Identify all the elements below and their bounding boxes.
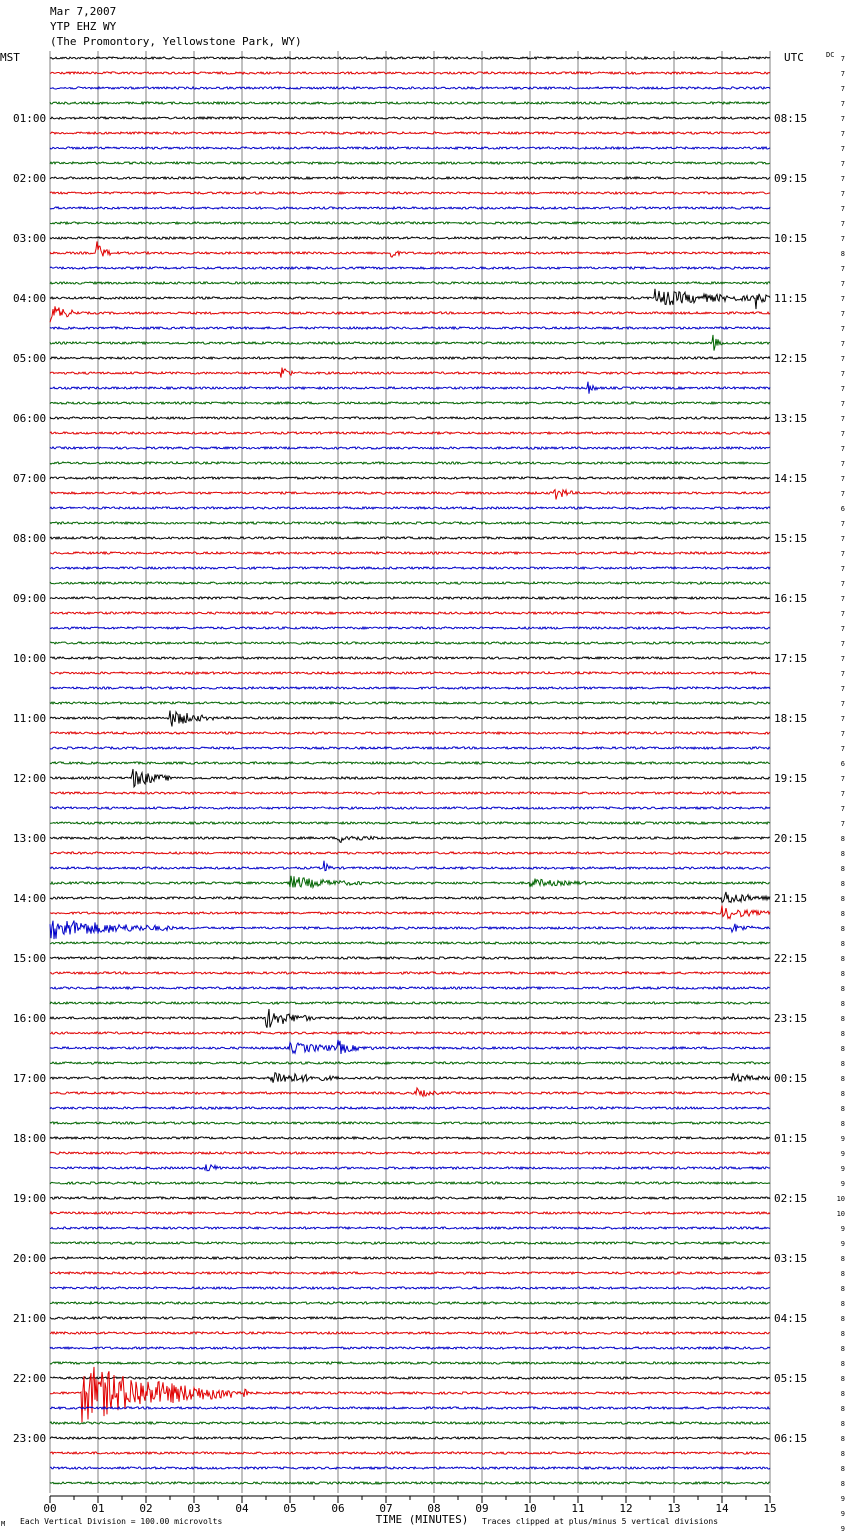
right-hour-label: 00:15	[774, 1072, 808, 1085]
trace-row-67	[50, 1062, 770, 1064]
right-timezone-label: UTC	[784, 51, 804, 64]
trace-row-7	[50, 162, 770, 164]
dc-offset-value: 7	[840, 235, 845, 243]
trace-row-57	[50, 906, 770, 919]
dc-offset-value: 7	[840, 55, 845, 63]
right-hour-label: 02:15	[774, 1192, 808, 1205]
dc-offset-value: 9	[840, 1510, 845, 1518]
dc-offset-value: 7	[840, 430, 845, 438]
trace-row-47	[50, 762, 770, 764]
trace-row-10	[50, 207, 770, 209]
dc-offset-value: 6	[840, 760, 845, 768]
dc-offset-value: 9	[840, 1225, 845, 1233]
left-hour-label: 23:00	[13, 1432, 47, 1445]
left-hour-labels	[13, 112, 46, 1445]
dc-offset-value: 7	[840, 175, 845, 183]
dc-offset-value: 7	[840, 325, 845, 333]
dc-offset-value: 7	[840, 670, 845, 678]
trace-row-40	[50, 657, 770, 659]
right-hour-label: 21:15	[774, 892, 808, 905]
trace-row-56	[50, 892, 770, 903]
right-hour-label: 14:15	[774, 472, 808, 485]
trace-row-43	[50, 702, 770, 704]
right-hour-label: 22:15	[774, 952, 808, 965]
trace-row-17	[50, 306, 770, 322]
dc-offset-value: 8	[840, 1345, 845, 1353]
trace-row-63	[50, 1002, 770, 1004]
dc-offset-value: 8	[840, 1120, 845, 1128]
trace-row-8	[50, 177, 770, 179]
right-hour-label: 01:15	[774, 1132, 808, 1145]
dc-offset-value: 7	[840, 610, 845, 618]
left-hour-label: 06:00	[13, 412, 47, 425]
trace-row-88	[50, 1377, 770, 1379]
right-hour-labels	[774, 112, 807, 1445]
left-hour-label: 14:00	[13, 892, 47, 905]
right-hour-label: 05:15	[774, 1372, 808, 1385]
dc-offset-value: 8	[840, 895, 845, 903]
dc-offset-value: 7	[840, 445, 845, 453]
dc-offset-value: 8	[840, 1300, 845, 1308]
x-tick-label: 10	[523, 1502, 537, 1515]
trace-row-61	[50, 972, 770, 974]
x-tick-label: 03	[187, 1502, 201, 1515]
left-hour-label: 20:00	[13, 1252, 47, 1265]
dc-offset-value: 7	[840, 790, 845, 798]
right-hour-label: 12:15	[774, 352, 808, 365]
dc-offset-value: 8	[840, 910, 845, 918]
trace-row-55	[50, 876, 770, 888]
dc-offset-value: 7	[840, 370, 845, 378]
trace-row-16	[50, 289, 770, 309]
left-hour-label: 18:00	[13, 1132, 47, 1145]
right-hour-label: 20:15	[774, 832, 808, 845]
trace-row-83	[50, 1302, 770, 1304]
trace-row-29	[50, 490, 770, 500]
x-tick-label: 08	[427, 1502, 441, 1515]
dc-offset-value: 8	[840, 835, 845, 843]
trace-row-86	[50, 1347, 770, 1349]
dc-offset-value: 8	[840, 940, 845, 948]
dc-offset-value: 8	[840, 1315, 845, 1323]
left-hour-label: 07:00	[13, 472, 47, 485]
right-hour-label: 19:15	[774, 772, 808, 785]
trace-row-72	[50, 1137, 770, 1139]
left-hour-label: 05:00	[13, 352, 47, 365]
trace-row-20	[50, 357, 770, 359]
dc-offset-value: 10	[836, 1195, 845, 1203]
dc-offset-value: 7	[840, 415, 845, 423]
trace-row-91	[50, 1422, 770, 1424]
trace-row-28	[50, 477, 770, 479]
dc-offset-value: 9	[840, 1525, 845, 1533]
trace-row-31	[50, 522, 770, 524]
dc-offset-value: 8	[840, 880, 845, 888]
trace-row-87	[50, 1362, 770, 1364]
trace-row-9	[50, 192, 770, 194]
dc-column-label: DC	[826, 51, 835, 59]
trace-row-93	[50, 1452, 770, 1454]
dc-offset-value: 7	[840, 595, 845, 603]
scale-note: Each Vertical Division = 100.00 microvolts	[20, 1517, 223, 1526]
trace-row-90	[50, 1407, 770, 1409]
x-tick-label: 04	[235, 1502, 249, 1515]
trace-row-24	[50, 417, 770, 419]
trace-row-37	[50, 612, 770, 614]
trace-row-59	[50, 942, 770, 944]
dc-offset-value: 8	[840, 1105, 845, 1113]
trace-row-34	[50, 567, 770, 569]
dc-offset-value: 8	[840, 1480, 845, 1488]
x-tick-label: 02	[139, 1502, 153, 1515]
right-hour-label: 11:15	[774, 292, 808, 305]
dc-offset-value: 8	[840, 1285, 845, 1293]
dc-offset-value: 7	[840, 205, 845, 213]
dc-offset-value: 8	[840, 1465, 845, 1473]
dc-offset-value: 7	[840, 715, 845, 723]
dc-offset-value: 8	[840, 1015, 845, 1023]
trace-row-89	[50, 1367, 770, 1423]
dc-offset-labels	[837, 55, 845, 1534]
dc-offset-value: 7	[840, 310, 845, 318]
x-tick-label: 13	[667, 1502, 681, 1515]
x-tick-label: 14	[715, 1502, 729, 1515]
trace-row-30	[50, 507, 770, 509]
right-hour-label: 09:15	[774, 172, 808, 185]
right-hour-label: 04:15	[774, 1312, 808, 1325]
left-hour-label: 03:00	[13, 232, 47, 245]
dc-offset-value: 9	[840, 1150, 845, 1158]
trace-row-13	[50, 241, 770, 257]
trace-row-66	[50, 1040, 770, 1054]
x-tick-label: 09	[475, 1502, 489, 1515]
station-location: (The Promontory, Yellowstone Park, WY)	[50, 35, 302, 48]
trace-row-82	[50, 1287, 770, 1289]
clip-note: Traces clipped at plus/minus 5 vertical divisions	[482, 1517, 719, 1526]
trace-row-95	[50, 1482, 770, 1484]
dc-offset-value: 7	[840, 685, 845, 693]
left-hour-label: 12:00	[13, 772, 47, 785]
dc-offset-value: 9	[840, 1495, 845, 1503]
left-hour-label: 17:00	[13, 1072, 47, 1085]
dc-offset-value: 7	[840, 640, 845, 648]
left-hour-label: 19:00	[13, 1192, 47, 1205]
left-hour-label: 02:00	[13, 172, 47, 185]
dc-offset-value: 7	[840, 340, 845, 348]
trace-row-54	[50, 861, 770, 871]
x-tick-label: 12	[619, 1502, 633, 1515]
dc-offset-value: 8	[840, 985, 845, 993]
trace-row-1	[50, 72, 770, 74]
trace-row-33	[50, 552, 770, 554]
trace-row-81	[50, 1272, 770, 1274]
right-hour-label: 16:15	[774, 592, 808, 605]
dc-offset-value: 9	[840, 1240, 845, 1248]
dc-offset-value: 7	[840, 295, 845, 303]
trace-row-60	[50, 957, 770, 959]
right-hour-label: 15:15	[774, 532, 808, 545]
trace-row-76	[50, 1197, 770, 1199]
left-hour-label: 21:00	[13, 1312, 47, 1325]
trace-row-0	[50, 57, 770, 59]
dc-offset-value: 8	[840, 970, 845, 978]
trace-row-11	[50, 222, 770, 224]
x-tick-label: 15	[763, 1502, 777, 1515]
dc-offset-value: 7	[840, 805, 845, 813]
dc-offset-value: 7	[840, 100, 845, 108]
dc-offset-value: 8	[840, 1255, 845, 1263]
trace-row-65	[50, 1032, 770, 1034]
record-date: Mar 7,2007	[50, 5, 117, 18]
right-hour-label: 06:15	[774, 1432, 808, 1445]
trace-row-15	[50, 282, 770, 284]
dc-offset-value: 8	[840, 865, 845, 873]
trace-row-38	[50, 627, 770, 629]
trace-row-22	[50, 382, 770, 394]
dc-offset-value: 7	[840, 550, 845, 558]
trace-row-62	[50, 987, 770, 989]
left-hour-label: 09:00	[13, 592, 47, 605]
trace-row-74	[50, 1165, 770, 1171]
trace-row-3	[50, 102, 770, 104]
trace-row-18	[50, 327, 770, 329]
dc-offset-value: 7	[840, 655, 845, 663]
dc-offset-value: 8	[840, 1045, 845, 1053]
dc-offset-value: 7	[840, 745, 845, 753]
trace-row-75	[50, 1182, 770, 1184]
dc-offset-value: 8	[840, 1090, 845, 1098]
trace-row-64	[50, 1009, 770, 1028]
dc-offset-value: 7	[840, 85, 845, 93]
trace-row-44	[50, 711, 770, 727]
dc-offset-value: 7	[840, 625, 845, 633]
dc-offset-value: 7	[840, 475, 845, 483]
dc-offset-value: 7	[840, 280, 845, 288]
trace-row-46	[50, 747, 770, 749]
trace-row-27	[50, 462, 770, 464]
trace-row-19	[50, 335, 770, 351]
dc-offset-value: 7	[840, 730, 845, 738]
dc-offset-value: 7	[840, 820, 845, 828]
dc-offset-value: 8	[840, 1450, 845, 1458]
dc-offset-value: 7	[840, 130, 845, 138]
trace-row-45	[50, 732, 770, 734]
trace-row-48	[50, 769, 770, 787]
trace-row-42	[50, 687, 770, 689]
x-axis-title: TIME (MINUTES)	[375, 1513, 469, 1526]
dc-offset-value: 8	[840, 1270, 845, 1278]
trace-row-36	[50, 597, 770, 599]
trace-row-41	[50, 672, 770, 674]
dc-offset-value: 7	[840, 160, 845, 168]
right-hour-label: 23:15	[774, 1012, 808, 1025]
right-hour-label: 10:15	[774, 232, 808, 245]
dc-offset-value: 8	[840, 1060, 845, 1068]
trace-row-4	[50, 117, 770, 119]
left-hour-label: 04:00	[13, 292, 47, 305]
x-tick-label: 05	[283, 1502, 297, 1515]
dc-offset-value: 9	[840, 1180, 845, 1188]
dc-offset-value: 8	[840, 1330, 845, 1338]
trace-row-80	[50, 1257, 770, 1259]
trace-row-58	[50, 921, 770, 940]
trace-row-85	[50, 1332, 770, 1334]
dc-offset-value: 7	[840, 565, 845, 573]
dc-offset-value: 7	[840, 70, 845, 78]
trace-row-25	[50, 432, 770, 434]
dc-offset-value: 7	[840, 535, 845, 543]
left-hour-label: 22:00	[13, 1372, 47, 1385]
trace-row-84	[50, 1317, 770, 1319]
trace-row-2	[50, 87, 770, 89]
trace-row-94	[50, 1467, 770, 1469]
dc-offset-value: 7	[840, 355, 845, 363]
dc-offset-value: 7	[840, 400, 845, 408]
dc-offset-value: 7	[840, 220, 845, 228]
dc-offset-value: 7	[840, 115, 845, 123]
dc-offset-value: 7	[840, 190, 845, 198]
x-tick-label: 11	[571, 1502, 585, 1515]
x-tick-label: 07	[379, 1502, 393, 1515]
dc-offset-value: 8	[840, 1360, 845, 1368]
trace-row-79	[50, 1242, 770, 1244]
dc-offset-value: 7	[840, 700, 845, 708]
dc-offset-value: 7	[840, 145, 845, 153]
left-hour-label: 08:00	[13, 532, 47, 545]
left-hour-label: 13:00	[13, 832, 47, 845]
trace-row-51	[50, 822, 770, 824]
trace-row-50	[50, 807, 770, 809]
right-hour-label: 03:15	[774, 1252, 808, 1265]
dc-offset-value: 8	[840, 1390, 845, 1398]
x-tick-label: 06	[331, 1502, 345, 1515]
right-hour-label: 18:15	[774, 712, 808, 725]
right-hour-label: 17:15	[774, 652, 808, 665]
left-hour-label: 16:00	[13, 1012, 47, 1025]
dc-offset-value: 8	[840, 1435, 845, 1443]
dc-offset-value: 8	[840, 850, 845, 858]
trace-row-73	[50, 1152, 770, 1154]
dc-offset-value: 8	[840, 1000, 845, 1008]
dc-offset-value: 7	[840, 775, 845, 783]
dc-offset-value: 8	[840, 1030, 845, 1038]
station-code: YTP EHZ WY	[50, 20, 117, 33]
trace-row-77	[50, 1212, 770, 1214]
trace-row-26	[50, 447, 770, 449]
right-hour-label: 08:15	[774, 112, 808, 125]
trace-row-35	[50, 582, 770, 584]
dc-offset-value: 8	[840, 250, 845, 258]
dc-offset-value: 9	[840, 1165, 845, 1173]
dc-offset-value: 8	[840, 1075, 845, 1083]
trace-row-32	[50, 537, 770, 539]
trace-row-92	[50, 1437, 770, 1439]
trace-row-6	[50, 147, 770, 149]
dc-offset-value: 7	[840, 520, 845, 528]
dc-offset-value: 8	[840, 1420, 845, 1428]
trace-row-12	[50, 237, 770, 239]
right-hour-label: 13:15	[774, 412, 808, 425]
trace-row-68	[50, 1073, 770, 1083]
x-tick-label: 00	[43, 1502, 57, 1515]
dc-offset-value: 6	[840, 505, 845, 513]
x-tick-label: 01	[91, 1502, 105, 1515]
left-timezone-label: MST	[0, 51, 20, 64]
trace-row-52	[50, 836, 770, 842]
trace-row-78	[50, 1227, 770, 1229]
trace-row-53	[50, 852, 770, 854]
dc-offset-value: 7	[840, 460, 845, 468]
left-hour-label: 01:00	[13, 112, 47, 125]
trace-row-21	[50, 368, 770, 378]
trace-row-70	[50, 1107, 770, 1109]
dc-offset-value: 9	[840, 1135, 845, 1143]
dc-offset-value: 8	[840, 1405, 845, 1413]
dc-offset-value: 8	[840, 955, 845, 963]
trace-row-39	[50, 642, 770, 644]
dc-offset-value: 7	[840, 265, 845, 273]
corner-mark: M	[1, 1520, 6, 1528]
dc-offset-value: 7	[840, 385, 845, 393]
seismic-traces	[50, 57, 770, 1484]
trace-row-71	[50, 1122, 770, 1124]
trace-row-14	[50, 267, 770, 269]
left-hour-label: 11:00	[13, 712, 47, 725]
left-hour-label: 15:00	[13, 952, 47, 965]
trace-row-69	[50, 1088, 770, 1096]
dc-offset-value: 10	[836, 1210, 845, 1218]
dc-offset-value: 8	[840, 925, 845, 933]
dc-offset-value: 8	[840, 1375, 845, 1383]
trace-row-5	[50, 132, 770, 134]
left-hour-label: 10:00	[13, 652, 47, 665]
trace-row-49	[50, 792, 770, 794]
dc-offset-value: 7	[840, 580, 845, 588]
dc-offset-value: 7	[840, 490, 845, 498]
trace-row-23	[50, 402, 770, 404]
